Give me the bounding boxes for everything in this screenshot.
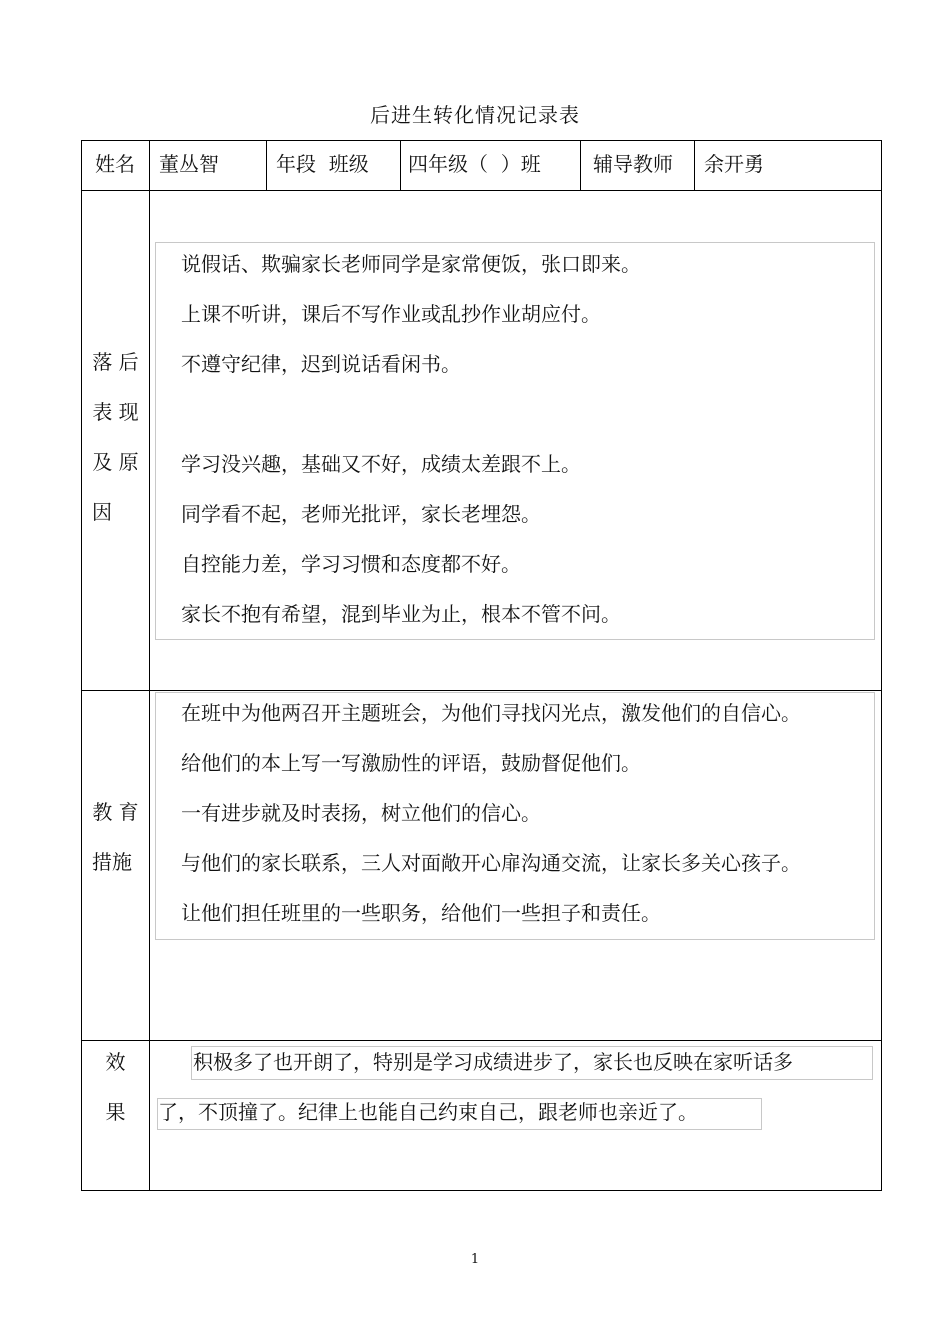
behind-line: 学习没兴趣，基础又不好，成绩太差跟不上。 [181,452,581,476]
behind-line: 家长不抱有希望，混到毕业为止，根本不管不问。 [181,602,621,626]
name-value: 董丛智 [159,152,219,176]
measures-line: 给他们的本上写一写激励性的评语，鼓励督促他们。 [181,751,641,775]
teacher-value: 余开勇 [704,152,764,176]
label-line: 果 [105,1100,126,1124]
measures-line: 一有进步就及时表扬，树立他们的信心。 [181,801,541,825]
teacher-label: 辅导教师 [593,152,673,176]
column-divider [580,141,581,190]
page-title: 后进生转化情况记录表 [370,103,580,127]
page-number: 1 [470,1252,480,1267]
measures-line: 让他们担任班里的一些职务，给他们一些担子和责任。 [181,901,661,925]
behind-line: 不遵守纪律，迟到说话看闲书。 [181,352,461,376]
column-divider [694,141,695,190]
effect-line: 积极多了也开朗了，特别是学习成绩进步了，家长也反映在家听话多 [193,1050,793,1074]
row-divider [82,190,881,191]
name-label: 姓名 [95,152,135,176]
behind-line: 自控能力差，学习习惯和态度都不好。 [181,552,521,576]
grade-value: 四年级（ ）班 [408,152,541,176]
grade-label: 年段 班级 [276,152,369,176]
label-line: 及 原 [92,450,139,474]
measures-line: 在班中为他两召开主题班会，为他们寻找闪光点，激发他们的自信心。 [181,701,801,725]
behind-line: 同学看不起，老师光批评，家长老埋怨。 [181,502,541,526]
measures-line: 与他们的家长联系，三人对面敞开心扉沟通交流，让家长多关心孩子。 [181,851,801,875]
column-divider [266,141,267,190]
label-line: 措施 [92,850,132,874]
label-line: 落 后 [92,350,139,374]
label-line: 表 现 [92,400,139,424]
row-divider [82,1040,881,1041]
record-table [81,140,882,1191]
behind-line: 上课不听讲，课后不写作业或乱抄作业胡应付。 [181,302,601,326]
effect-line: 了，不顶撞了。纪律上也能自己约束自己，跟老师也亲近了。 [158,1100,698,1124]
label-line: 因 [92,500,112,524]
label-line: 效 [105,1050,126,1074]
behind-line: 说假话、欺骗家长老师同学是家常便饭，张口即来。 [181,252,641,276]
column-divider [149,141,150,1190]
column-divider [400,141,401,190]
label-line: 教 育 [92,800,139,824]
row-divider [82,690,881,691]
